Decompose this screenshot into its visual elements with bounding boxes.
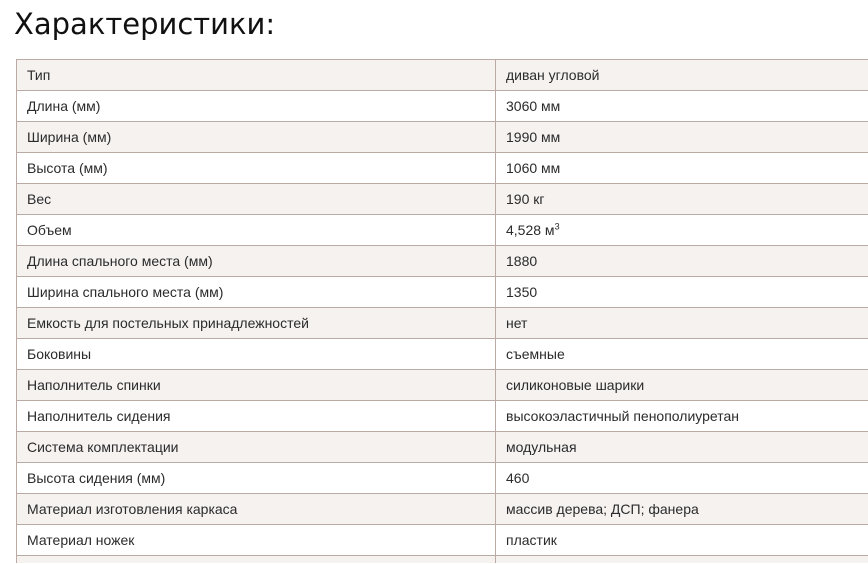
table-row bbox=[17, 153, 868, 184]
spec-value: нет bbox=[496, 308, 868, 339]
spec-name: Емкость для постельных принадлежностей bbox=[17, 308, 496, 339]
table-row bbox=[17, 339, 868, 370]
spec-name: Боковины bbox=[17, 339, 496, 370]
page-title: Характеристики: bbox=[14, 7, 276, 41]
spec-name: Материал ножек bbox=[17, 525, 496, 556]
spec-value: 1990 мм bbox=[496, 122, 868, 153]
table-row bbox=[17, 184, 868, 215]
spec-value: 3060 мм bbox=[496, 91, 868, 122]
spec-name bbox=[17, 556, 496, 564]
spec-name: Длина (мм) bbox=[17, 91, 496, 122]
spec-value-text: 4,528 м bbox=[506, 222, 555, 238]
spec-name: Тип bbox=[17, 60, 496, 91]
cubic-superscript: 3 bbox=[554, 221, 560, 232]
spec-value: 1350 bbox=[496, 277, 868, 308]
spec-name: Материал изготовления каркаса bbox=[17, 494, 496, 525]
spec-value: 1060 мм bbox=[496, 153, 868, 184]
spec-name: Объем bbox=[17, 215, 496, 246]
spec-value: силиконовые шарики bbox=[496, 370, 868, 401]
table-row bbox=[17, 525, 868, 556]
table-row bbox=[17, 277, 868, 308]
spec-name: Система комплектации bbox=[17, 432, 496, 463]
table-row-cut-off bbox=[17, 556, 868, 564]
spec-name: Вес bbox=[17, 184, 496, 215]
table-row bbox=[17, 463, 868, 494]
table-row bbox=[17, 432, 868, 463]
table-row bbox=[17, 91, 868, 122]
spec-value: съемные bbox=[496, 339, 868, 370]
spec-name: Наполнитель сидения bbox=[17, 401, 496, 432]
spec-name: Ширина (мм) bbox=[17, 122, 496, 153]
spec-value: 1880 bbox=[496, 246, 868, 277]
table-row bbox=[17, 60, 868, 91]
spec-value: 190 кг bbox=[496, 184, 868, 215]
spec-value: 460 bbox=[496, 463, 868, 494]
table-row bbox=[17, 122, 868, 153]
spec-name: Высота (мм) bbox=[17, 153, 496, 184]
table-row bbox=[17, 308, 868, 339]
spec-value: высокоэластичный пенополиуретан bbox=[496, 401, 868, 432]
spec-value: модульная bbox=[496, 432, 868, 463]
specs-table bbox=[16, 59, 868, 563]
spec-value: диван угловой bbox=[496, 60, 868, 91]
spec-name: Длина спального места (мм) bbox=[17, 246, 496, 277]
table-row bbox=[17, 370, 868, 401]
table-row bbox=[17, 494, 868, 525]
spec-name: Ширина спального места (мм) bbox=[17, 277, 496, 308]
spec-value bbox=[496, 556, 868, 564]
spec-name: Высота сидения (мм) bbox=[17, 463, 496, 494]
spec-value bbox=[496, 215, 868, 246]
spec-value: пластик bbox=[496, 525, 868, 556]
table-row bbox=[17, 246, 868, 277]
table-row bbox=[17, 401, 868, 432]
spec-name: Наполнитель спинки bbox=[17, 370, 496, 401]
spec-value: массив дерева; ДСП; фанера bbox=[496, 494, 868, 525]
table-row bbox=[17, 215, 868, 246]
